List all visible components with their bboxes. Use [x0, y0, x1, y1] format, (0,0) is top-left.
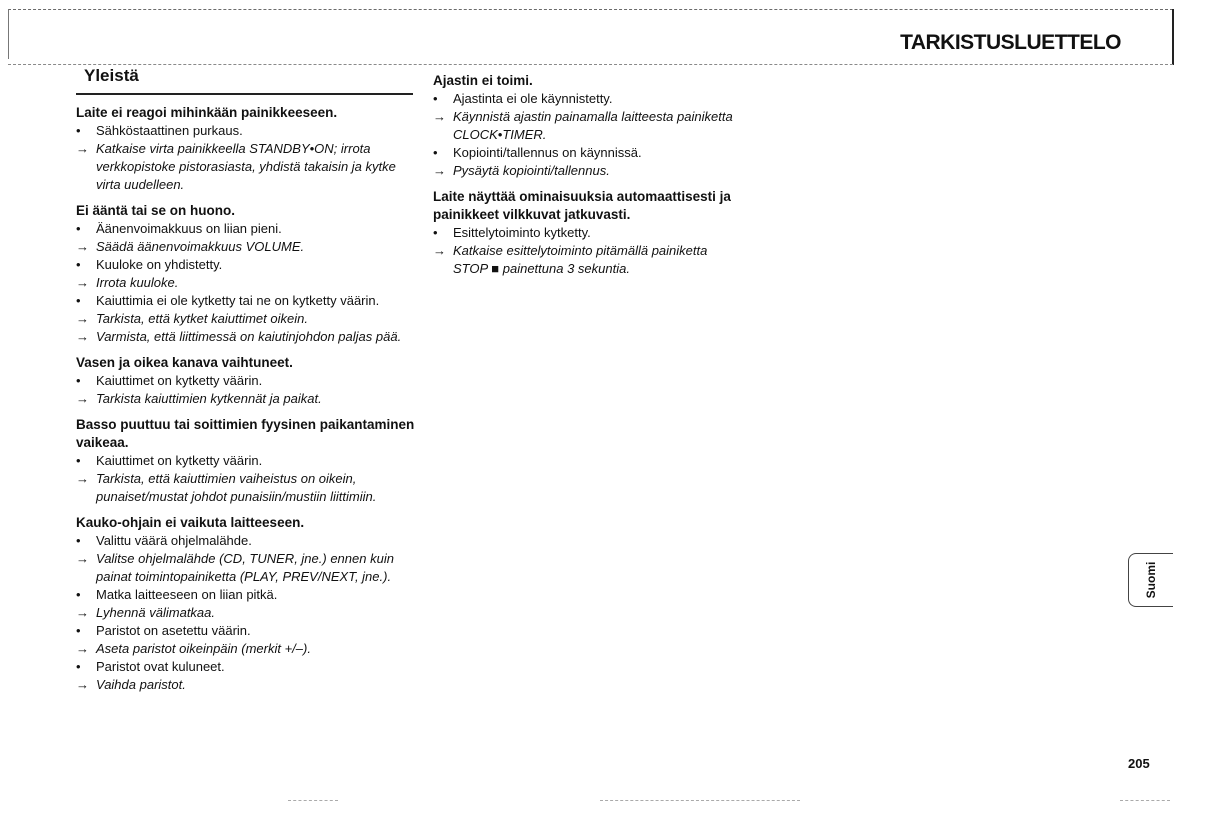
line-text: Vaihda paristot. [96, 677, 186, 692]
line-text: Kuuloke on yhdistetty. [96, 257, 223, 272]
solution-line [76, 676, 421, 694]
line-text: Äänenvoimakkuus on liian pieni. [96, 221, 282, 236]
solution-continued [433, 260, 753, 278]
line-text: Kaiuttimet on kytketty väärin. [96, 453, 263, 468]
line-text: Tarkista kaiuttimien kytkennät ja paikat. [96, 391, 322, 406]
section-title: Yleistä [84, 66, 139, 85]
cause-line [76, 220, 421, 238]
solution-line [76, 310, 421, 328]
bullet-icon: • [76, 623, 81, 638]
header-bottom-line [8, 64, 1173, 65]
bullet-icon: • [76, 587, 81, 602]
arrow-icon: → [76, 239, 89, 254]
bullet-icon: • [76, 293, 81, 308]
solution-continued [76, 158, 421, 176]
cause-line [76, 122, 421, 140]
line-text: Ajastinta ei ole käynnistetty. [453, 91, 613, 106]
arrow-icon: → [433, 109, 446, 124]
line-text: Aseta paristot oikeinpäin (merkit +/–). [96, 641, 311, 656]
bullet-icon: • [433, 225, 438, 240]
line-text: Irrota kuuloke. [96, 275, 179, 290]
line-text: virta uudelleen. [96, 177, 185, 192]
line-text: Kaiuttimet on kytketty väärin. [96, 373, 263, 388]
arrow-icon: → [76, 329, 89, 344]
bullet-icon: • [76, 453, 81, 468]
troubleshoot-item [76, 202, 421, 346]
problem-heading: Ajastin ei toimi. [433, 73, 533, 88]
solution-continued [76, 488, 421, 506]
arrow-icon: → [76, 311, 89, 326]
problem-heading: Laite ei reagoi mihinkään painikkeeseen. [76, 105, 338, 120]
line-text: Katkaise esittelytoiminto pitämällä painiketta [453, 243, 708, 258]
cause-line [76, 256, 421, 274]
cause-line [76, 372, 421, 390]
arrow-icon: → [76, 275, 89, 290]
language-tab [1128, 553, 1173, 607]
problem-heading: Ei ääntä tai se on huono. [76, 203, 236, 218]
solution-line [76, 470, 421, 488]
bullet-icon: • [76, 533, 81, 548]
scan-artifact [288, 800, 338, 801]
solution-continued [76, 176, 421, 194]
arrow-icon: → [76, 677, 89, 692]
bullet-icon: • [76, 659, 81, 674]
bullet-icon: • [76, 257, 81, 272]
line-text: Sähköstaattinen purkaus. [96, 123, 243, 138]
line-text: Katkaise virta painikkeella STANDBY•ON; irrota [96, 141, 371, 156]
solution-line [76, 140, 421, 158]
arrow-icon: → [76, 605, 89, 620]
line-text: Paristot ovat kuluneet. [96, 659, 225, 674]
cause-line [433, 224, 753, 242]
solution-line [76, 238, 421, 256]
troubleshoot-item [76, 416, 421, 506]
solution-line [76, 640, 421, 658]
cause-line [76, 292, 421, 310]
line-text: Matka laitteeseen on liian pitkä. [96, 587, 278, 602]
line-text: Paristot on asetettu väärin. [96, 623, 251, 638]
troubleshoot-item [433, 188, 753, 278]
page-number: 205 [1128, 756, 1150, 771]
arrow-icon: → [433, 243, 446, 258]
arrow-icon: → [76, 141, 89, 156]
solution-line [76, 328, 421, 346]
page-title: TARKISTUSLUETTELO [900, 31, 1121, 54]
line-text: Tarkista, että kaiuttimien vaiheistus on oikein, [96, 471, 357, 486]
line-text: Valittu väärä ohjelmalähde. [96, 533, 252, 548]
line-text: Pysäytä kopiointi/tallennus. [453, 163, 610, 178]
language-tab-label: Suomi [1144, 561, 1158, 599]
solution-line [76, 604, 421, 622]
cause-line [76, 532, 421, 550]
header-top-line [8, 9, 1173, 10]
troubleshoot-item [433, 72, 753, 180]
line-text: Valitse ohjelmalähde (CD, TUNER, jne.) ennen kuin [96, 551, 394, 566]
left-column [76, 104, 421, 702]
line-text: Käynnistä ajastin painamalla laitteesta painiketta [453, 109, 733, 124]
line-text: Lyhennä välimatkaa. [96, 605, 216, 620]
arrow-icon: → [76, 551, 89, 566]
problem-heading: Laite näyttää ominaisuuksia automaattisesti ja painikkeet vilkkuvat jatkuvasti. [433, 189, 731, 222]
line-text: Kaiuttimia ei ole kytketty tai ne on kytketty väärin. [96, 293, 380, 308]
line-text: Esittelytoiminto kytketty. [453, 225, 591, 240]
bullet-icon: • [433, 145, 438, 160]
solution-line [76, 550, 421, 568]
bullet-icon: • [76, 123, 81, 138]
cause-line [76, 452, 421, 470]
solution-continued [433, 126, 753, 144]
cause-line [76, 622, 421, 640]
problem-heading: Vasen ja oikea kanava vaihtuneet. [76, 355, 293, 370]
line-text: STOP ■ painettuna 3 sekuntia. [453, 261, 630, 276]
arrow-icon: → [76, 641, 89, 656]
troubleshoot-item [76, 104, 421, 194]
right-column [433, 72, 753, 286]
line-text: painat toimintopainiketta (PLAY, PREV/NEXT, jne.). [96, 569, 392, 584]
header-left-line [8, 9, 9, 59]
line-text: verkkopistoke pistorasiasta, yhdistä takaisin ja kytke [96, 159, 396, 174]
troubleshoot-item [76, 514, 421, 694]
line-text: punaiset/mustat johdot punaisiin/mustiin liittimiin. [96, 489, 377, 504]
line-text: CLOCK•TIMER. [453, 127, 547, 142]
solution-line [76, 274, 421, 292]
cause-line [76, 658, 421, 676]
scan-artifact [1120, 800, 1170, 801]
section-underline [76, 93, 413, 95]
troubleshoot-item [76, 354, 421, 408]
line-text: Säädä äänenvoimakkuus VOLUME. [96, 239, 305, 254]
line-text: Kopiointi/tallennus on käynnissä. [453, 145, 642, 160]
line-text: Tarkista, että kytket kaiuttimet oikein. [96, 311, 308, 326]
problem-heading: Basso puuttuu tai soittimien fyysinen paikantaminen vaikeaa. [76, 417, 415, 450]
arrow-icon: → [76, 471, 89, 486]
bullet-icon: • [76, 373, 81, 388]
cause-line [433, 144, 753, 162]
bullet-icon: • [76, 221, 81, 236]
bullet-icon: • [433, 91, 438, 106]
line-text: Varmista, että liittimessä on kaiutinjohdon paljas pää. [96, 329, 402, 344]
header-right-line [1172, 9, 1174, 65]
solution-line [433, 242, 753, 260]
scan-artifact [600, 800, 800, 801]
problem-heading: Kauko-ohjain ei vaikuta laitteeseen. [76, 515, 305, 530]
arrow-icon: → [76, 391, 89, 406]
arrow-icon: → [433, 163, 446, 178]
solution-line [76, 390, 421, 408]
solution-continued [76, 568, 421, 586]
solution-line [433, 162, 753, 180]
solution-line [433, 108, 753, 126]
cause-line [433, 90, 753, 108]
cause-line [76, 586, 421, 604]
